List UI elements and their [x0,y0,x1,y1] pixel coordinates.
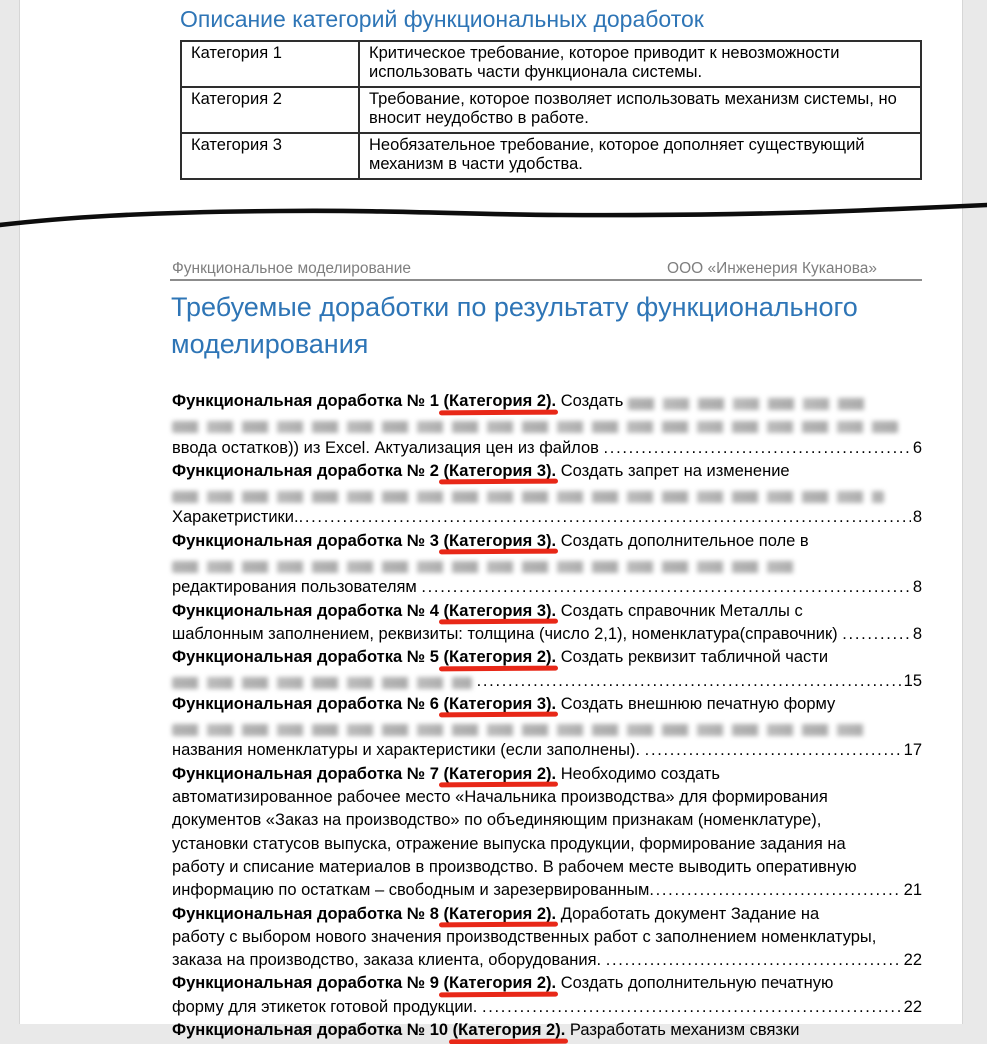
redacted-text [172,561,800,573]
dot-leader [649,881,901,900]
toc [172,392,922,1044]
section-heading-categories: Описание категорий функциональных доработок [180,6,704,32]
toc-line [172,718,922,741]
toc-text: Создать запрет на изменение [560,461,790,480]
toc-entry[interactable] [172,462,922,532]
category-description-cell: Требование, которое позволяет использовать механизм системы, но вносит неудобство в работе. [359,87,921,133]
category-label: (Категория 3) [443,601,552,620]
toc-text: Функциональная доработка № 4 [172,601,444,620]
page-number: 17 [903,741,922,760]
section-heading-required-improvements: Требуемые доработки по результату функционального моделирования [171,292,858,359]
page-number: 15 [903,671,922,690]
toc-line [172,415,922,438]
category-label: (Категория 2) [452,1021,561,1040]
toc-line [172,602,922,625]
category-label: (Категория 2) [443,764,552,783]
toc-text: Создать внешнюю печатную форму [560,694,836,713]
toc-line [172,532,922,555]
toc-entry[interactable] [172,905,922,975]
document-page [19,0,963,1040]
toc-text: Создать дополнительную печатную [560,974,834,993]
page-number: 8 [912,624,922,643]
toc-text: Функциональная доработка № 7 [172,764,444,783]
category-description-cell: Критическое требование, которое приводит к невозможности использовать части функционала системы. [359,41,921,87]
toc-text: Создать [560,392,628,410]
table-row [181,133,921,179]
toc-text: ввода остатков)) из Excel. Актуализация цен из файлов [172,438,604,457]
toc-text: информацию по остаткам – свободным и зарезервированным [172,881,650,900]
toc-text: форму для этикеток готовой продукции. [172,997,482,1016]
toc-text: Функциональная доработка № 9 [172,974,444,993]
toc-text: шаблонным заполнением, реквизиты: толщина (число 2,1), номенклатура(справочник) [172,624,843,643]
dot-leader [482,998,902,1017]
toc-line [172,974,922,997]
toc-line [172,672,922,695]
toc-line [172,928,922,951]
toc-line [172,741,922,764]
page-number: 6 [912,438,922,457]
dot-leader [477,672,902,691]
toc-line [172,951,922,974]
toc-line [172,648,922,671]
toc-text: Создать дополнительное поле в [560,531,809,550]
toc-line [172,881,922,904]
category-label: (Категория 3) [443,694,552,713]
dot-leader [645,741,902,760]
toc-line [172,765,922,788]
dot-leader [421,578,910,597]
toc-line [172,625,922,648]
toc-entry[interactable] [172,602,922,649]
toc-text: . [551,694,561,713]
table-row [181,41,921,87]
toc-line [172,578,922,601]
toc-line [172,811,922,834]
hand-drawn-separator-line [0,192,987,240]
toc-entry[interactable] [172,1021,922,1044]
redacted-text [172,677,472,689]
category-label: (Категория 2) [443,904,552,923]
category-name-cell: Категория 3 [181,133,359,179]
toc-line [172,695,922,718]
toc-line [172,485,922,508]
toc-text: Необходимо создать [560,764,720,783]
dot-leader [299,508,911,527]
page-number: 22 [903,951,922,970]
toc-text: Функциональная доработка № 6 [172,694,444,713]
category-label: (Категория 2) [443,648,552,667]
toc-text: . [551,392,561,410]
toc-line [172,392,922,415]
toc-entry[interactable] [172,392,922,462]
toc-entry[interactable] [172,532,922,602]
toc-text: работу и списание материалов в производство. В рабочем месте выводить оперативную [172,857,857,876]
toc-text: . [560,1021,570,1040]
page-number: 8 [912,578,922,597]
toc-text: редактирования пользователям [172,578,422,597]
toc-text: установки статусов выпуска, отражение выпуска продукции, формирование задания на [172,834,846,853]
toc-text: Функциональная доработка № 1 [172,392,444,410]
dot-leader [606,951,902,970]
toc-text: Разработать механизм связки [569,1021,800,1040]
page-number: 21 [903,881,922,900]
toc-text: названия номенклатуры и характеристики (если заполнены). [172,741,645,760]
category-label: (Категория 2) [443,974,552,993]
toc-entry[interactable] [172,974,922,1021]
toc-text: . [551,764,561,783]
category-label: (Категория 3) [443,531,552,550]
toc-line [172,439,922,462]
toc-entry[interactable] [172,765,922,905]
toc-text: Создать справочник Металлы с [560,601,803,620]
toc-line [172,858,922,881]
toc-line [172,788,922,811]
toc-text: Функциональная доработка № 8 [172,904,444,923]
redacted-text [172,724,872,736]
page-header-document-title: Функциональное моделирование [172,260,411,277]
category-label: (Категория 3) [443,461,552,480]
toc-text: документов «Заказ на производство» по объединяющим признакам (номенклатуре), [172,811,822,830]
toc-line [172,555,922,578]
toc-text: Функциональная доработка № 5 [172,648,444,667]
header-rule [170,279,922,281]
category-table [180,40,922,180]
toc-text: Доработать документ Задание на [560,904,820,923]
category-label: (Категория 2) [443,392,552,410]
table-row [181,87,921,133]
redacted-text [172,421,898,433]
redacted-text [172,491,884,503]
toc-line [172,835,922,858]
toc-text: заказа на производство, заказа клиента, оборудования. [172,951,606,970]
toc-text: автоматизированное рабочее место «Начальника производства» для формирования [172,788,828,807]
toc-text: . [551,531,561,550]
category-name-cell: Категория 2 [181,87,359,133]
category-name-cell: Категория 1 [181,41,359,87]
toc-text: Функциональная доработка № 3 [172,531,444,550]
redacted-text [628,398,868,410]
category-description-cell: Необязательное требование, которое дополняет существующий механизм в части удобства. [359,133,921,179]
toc-text: Харакетристики. [172,508,299,527]
toc-line [172,462,922,485]
page-number: 22 [903,997,922,1016]
toc-text: Функциональная доработка № 10 [172,1021,453,1040]
toc-text: Создать реквизит табличной части [560,648,829,667]
toc-line [172,998,922,1021]
toc-text: . [551,461,561,480]
page-number: 8 [912,508,922,527]
toc-line [172,1021,922,1044]
toc-text: . [551,648,561,667]
toc-entry[interactable] [172,648,922,695]
toc-line [172,905,922,928]
toc-text: работу с выбором нового значения производственных работ с заполнением номенклатуры, [172,927,877,946]
dot-leader [842,625,911,644]
toc-text: . [551,904,561,923]
toc-text: . [551,974,561,993]
toc-line [172,508,922,531]
dot-leader [604,439,911,458]
toc-entry[interactable] [172,695,922,765]
toc-text: Функциональная доработка № 2 [172,461,444,480]
page-header-company-name: ООО «Инженерия Куканова» [667,260,877,277]
toc-text: . [551,601,561,620]
